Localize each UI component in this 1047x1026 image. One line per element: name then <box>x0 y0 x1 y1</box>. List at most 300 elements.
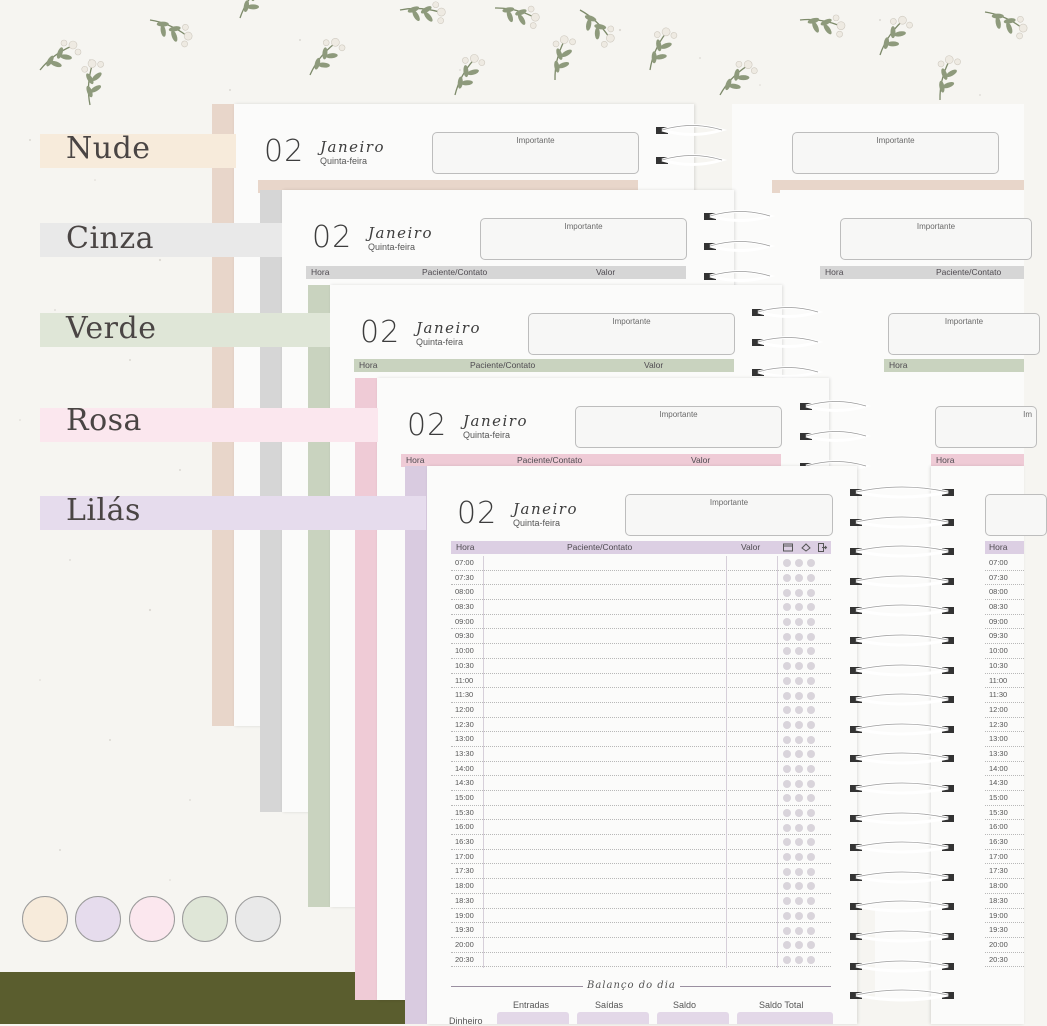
status-dot[interactable] <box>795 706 803 714</box>
status-dot[interactable] <box>783 765 791 773</box>
status-dots-row <box>783 718 815 733</box>
status-dot[interactable] <box>795 956 803 964</box>
important-label: Importante <box>516 136 555 145</box>
hour-label: 13:30 <box>989 748 1008 758</box>
status-dot[interactable] <box>807 853 815 861</box>
table-row[interactable] <box>451 585 831 600</box>
hour-label: 08:30 <box>989 602 1008 612</box>
status-dot[interactable] <box>807 897 815 905</box>
status-dot[interactable] <box>795 838 803 846</box>
hour-label: 07:30 <box>455 572 474 582</box>
status-dot[interactable] <box>783 941 791 949</box>
status-dot[interactable] <box>795 589 803 597</box>
saldo-total-field[interactable] <box>737 1012 833 1024</box>
status-dots-row <box>783 820 815 835</box>
status-dot[interactable] <box>783 706 791 714</box>
appointment-rows <box>985 556 1024 967</box>
table-row[interactable] <box>451 659 831 674</box>
status-dots-row <box>783 703 815 718</box>
table-header <box>306 266 686 279</box>
status-dot[interactable] <box>783 838 791 846</box>
table-row[interactable] <box>451 938 831 953</box>
column-divider <box>726 556 727 968</box>
status-dot[interactable] <box>807 912 815 920</box>
table-row[interactable] <box>451 688 831 703</box>
pix-icon <box>801 543 811 554</box>
hour-label: 14:30 <box>989 778 1008 788</box>
important-box <box>792 132 999 174</box>
status-dot[interactable] <box>807 559 815 567</box>
table-row[interactable] <box>451 556 831 571</box>
col-hora: Hora <box>311 267 330 277</box>
col-paciente: Paciente/Contato <box>422 267 488 277</box>
status-dot[interactable] <box>795 618 803 626</box>
weekday: Quinta-feira <box>463 430 511 440</box>
important-label: Importante <box>916 222 956 231</box>
status-dots-row <box>783 835 815 850</box>
status-dot[interactable] <box>795 677 803 685</box>
status-dots-row <box>783 747 815 762</box>
table-row[interactable] <box>451 600 831 615</box>
status-dot[interactable] <box>795 868 803 876</box>
status-dot[interactable] <box>795 736 803 744</box>
table-row[interactable] <box>451 864 831 879</box>
status-dot[interactable] <box>807 589 815 597</box>
important-box <box>888 313 1040 355</box>
status-dot[interactable] <box>795 662 803 670</box>
col-paciente: Paciente/Contato <box>517 455 583 465</box>
status-dot[interactable] <box>783 574 791 582</box>
hour-label: 18:30 <box>455 895 474 905</box>
spiral-coil <box>850 634 966 647</box>
table-row[interactable] <box>985 953 1024 968</box>
table-row[interactable] <box>451 923 831 938</box>
hour-label: 07:00 <box>989 558 1008 567</box>
table-row[interactable] <box>451 776 831 791</box>
table-row[interactable] <box>451 629 831 644</box>
appointment-rows <box>451 556 831 967</box>
table-row[interactable] <box>451 894 831 909</box>
table-row[interactable] <box>985 747 1024 762</box>
status-dot[interactable] <box>807 692 815 700</box>
status-dot[interactable] <box>807 662 815 670</box>
table-row[interactable] <box>985 674 1024 689</box>
table-row[interactable] <box>985 864 1024 879</box>
status-dots-row <box>783 850 815 865</box>
status-dot[interactable] <box>807 736 815 744</box>
spiral-coil <box>850 575 966 588</box>
table-row[interactable] <box>985 644 1024 659</box>
spiral-coil <box>850 664 966 677</box>
hour-label: 07:30 <box>989 572 1008 582</box>
label-nude: Nude <box>66 131 151 166</box>
status-dot[interactable] <box>783 750 791 758</box>
important-label: Importante <box>709 498 749 507</box>
hour-label: 19:00 <box>455 910 474 920</box>
status-dots-row <box>783 806 815 821</box>
swatch-cinza[interactable] <box>235 896 281 942</box>
table-row[interactable] <box>985 762 1024 777</box>
status-dot[interactable] <box>783 721 791 729</box>
month-name: Janeiro <box>513 500 578 518</box>
table-row[interactable] <box>985 688 1024 703</box>
status-dot[interactable] <box>807 633 815 641</box>
hour-label: 10:00 <box>455 646 474 656</box>
hour-label: 17:30 <box>989 866 1008 876</box>
day-number: 02 <box>360 315 401 350</box>
important-label: Importante <box>876 136 915 145</box>
table-row[interactable] <box>985 820 1024 835</box>
hour-label: 18:00 <box>455 881 474 891</box>
entradas-field[interactable] <box>497 1012 569 1024</box>
status-dot[interactable] <box>807 882 815 890</box>
table-row[interactable] <box>985 629 1024 644</box>
table-row[interactable] <box>985 923 1024 938</box>
status-dots-column <box>783 556 815 967</box>
status-dots-row <box>783 938 815 953</box>
status-dot[interactable] <box>783 589 791 597</box>
important-box <box>528 313 735 355</box>
spiral-coil <box>850 693 966 706</box>
status-dot[interactable] <box>783 912 791 920</box>
spiral-coil <box>850 930 966 943</box>
status-dot[interactable] <box>807 927 815 935</box>
saidas-label: Saídas <box>595 1000 624 1010</box>
saldo-label: Saldo <box>673 1000 697 1010</box>
hour-label: 15:30 <box>989 807 1008 817</box>
planner-page-lilas <box>427 466 857 1024</box>
status-dot[interactable] <box>807 868 815 876</box>
spiral-coil <box>850 989 966 1002</box>
important-box <box>935 406 1037 448</box>
status-dot[interactable] <box>783 794 791 802</box>
saidas-field[interactable] <box>577 1012 649 1024</box>
status-dot[interactable] <box>807 618 815 626</box>
col-hora: Hora <box>989 542 1008 552</box>
table-row[interactable] <box>985 909 1024 924</box>
label-lilas: Lilás <box>66 493 141 528</box>
hour-label: 15:30 <box>455 807 474 817</box>
important-label: Importante <box>944 317 984 326</box>
status-dot[interactable] <box>795 603 803 611</box>
col-hora: Hora <box>889 360 908 370</box>
table-row[interactable] <box>451 674 831 689</box>
status-dot[interactable] <box>795 750 803 758</box>
month-name: Janeiro <box>416 319 481 337</box>
table-row[interactable] <box>451 953 831 968</box>
status-dot[interactable] <box>783 809 791 817</box>
hour-label: 19:00 <box>989 910 1008 920</box>
table-row[interactable] <box>985 850 1024 865</box>
status-dot[interactable] <box>795 824 803 832</box>
status-dot[interactable] <box>783 956 791 964</box>
hour-label: 08:00 <box>989 587 1008 597</box>
status-dots-row <box>783 659 815 674</box>
status-dots-row <box>783 644 815 659</box>
status-dot[interactable] <box>783 647 791 655</box>
status-dot[interactable] <box>783 692 791 700</box>
swatch-verde[interactable] <box>182 896 228 942</box>
hour-label: 16:00 <box>989 822 1008 832</box>
table-row[interactable] <box>985 835 1024 850</box>
hour-label: 16:00 <box>455 822 474 832</box>
table-header <box>451 541 831 554</box>
dinheiro-label: Dinheiro <box>449 1016 483 1026</box>
spiral-coil <box>850 841 966 854</box>
status-dot[interactable] <box>807 750 815 758</box>
table-row[interactable] <box>451 703 831 718</box>
status-dot[interactable] <box>795 853 803 861</box>
spiral-coil <box>850 752 966 765</box>
hour-label: 12:00 <box>989 704 1008 714</box>
table-row[interactable] <box>985 571 1024 586</box>
table-row[interactable] <box>985 879 1024 894</box>
status-dot[interactable] <box>807 824 815 832</box>
hour-label: 12:00 <box>455 704 474 714</box>
status-dot[interactable] <box>795 927 803 935</box>
table-row[interactable] <box>451 806 831 821</box>
status-dot[interactable] <box>807 941 815 949</box>
label-verde: Verde <box>66 311 157 346</box>
table-row[interactable] <box>985 600 1024 615</box>
hour-label: 07:00 <box>455 558 474 567</box>
status-dot[interactable] <box>795 765 803 773</box>
weekday: Quinta-feira <box>368 242 416 252</box>
table-row[interactable] <box>985 659 1024 674</box>
status-dots-row <box>783 629 815 644</box>
table-row[interactable] <box>985 806 1024 821</box>
table-row[interactable] <box>985 938 1024 953</box>
important-label-cut: Im <box>1023 410 1032 419</box>
day-number: 02 <box>312 220 353 255</box>
swatch-nude[interactable] <box>22 896 68 942</box>
table-row[interactable] <box>985 718 1024 733</box>
hour-label: 11:30 <box>989 690 1008 700</box>
spiral-coil <box>850 723 966 736</box>
status-dots-row <box>783 615 815 630</box>
table-row[interactable] <box>451 820 831 835</box>
hour-label: 20:00 <box>455 939 474 949</box>
status-dot[interactable] <box>807 574 815 582</box>
hour-label: 10:30 <box>989 660 1008 670</box>
status-dot[interactable] <box>795 912 803 920</box>
hour-label: 20:30 <box>455 954 474 964</box>
status-dots-row <box>783 600 815 615</box>
hour-label: 11:30 <box>455 690 474 700</box>
status-dot[interactable] <box>795 647 803 655</box>
status-dot[interactable] <box>783 677 791 685</box>
table-row[interactable] <box>985 615 1024 630</box>
col-paciente: Paciente/Contato <box>936 267 1002 277</box>
table-row[interactable] <box>451 718 831 733</box>
important-label: Importante <box>659 410 698 419</box>
status-dot[interactable] <box>807 603 815 611</box>
status-dot[interactable] <box>807 706 815 714</box>
status-dot[interactable] <box>783 897 791 905</box>
saldo-total-label: Saldo Total <box>759 1000 804 1010</box>
month-name: Janeiro <box>463 412 528 430</box>
status-dots-row <box>783 732 815 747</box>
status-dot[interactable] <box>783 780 791 788</box>
status-dot[interactable] <box>807 809 815 817</box>
status-dots-row <box>783 864 815 879</box>
status-dot[interactable] <box>795 941 803 949</box>
hour-label: 12:30 <box>455 719 474 729</box>
important-label: Importante <box>612 317 651 326</box>
status-dot[interactable] <box>783 618 791 626</box>
swatch-rosa[interactable] <box>129 896 175 942</box>
planner-edge-rosa <box>355 378 377 1000</box>
important-box <box>985 494 1047 536</box>
col-valor: Valor <box>596 267 616 277</box>
table-row[interactable] <box>451 835 831 850</box>
status-dot[interactable] <box>783 603 791 611</box>
status-dots-row <box>783 953 815 968</box>
table-row[interactable] <box>451 571 831 586</box>
status-dots-row <box>783 688 815 703</box>
hour-label: 13:00 <box>455 734 474 744</box>
hour-label: 10:00 <box>989 646 1008 656</box>
status-dot[interactable] <box>807 677 815 685</box>
table-row[interactable] <box>985 556 1024 571</box>
status-dots-row <box>783 894 815 909</box>
table-row[interactable] <box>451 615 831 630</box>
table-header <box>884 359 1024 372</box>
status-dot[interactable] <box>783 853 791 861</box>
status-dot[interactable] <box>807 794 815 802</box>
col-hora: Hora <box>456 542 475 552</box>
status-dot[interactable] <box>783 736 791 744</box>
col-valor: Valor <box>691 455 711 465</box>
status-dot[interactable] <box>795 882 803 890</box>
table-row[interactable] <box>985 791 1024 806</box>
status-dots-row <box>783 909 815 924</box>
table-row[interactable] <box>451 850 831 865</box>
status-dot[interactable] <box>795 574 803 582</box>
column-divider <box>483 556 484 968</box>
day-number: 02 <box>457 496 498 531</box>
saldo-field[interactable] <box>657 1012 729 1024</box>
table-row[interactable] <box>985 776 1024 791</box>
status-dots-row <box>783 762 815 777</box>
swatch-lilas[interactable] <box>75 896 121 942</box>
status-dots-row <box>783 791 815 806</box>
hour-label: 16:30 <box>455 837 474 847</box>
important-box <box>575 406 782 448</box>
table-row[interactable] <box>451 644 831 659</box>
status-dot[interactable] <box>807 838 815 846</box>
status-dot[interactable] <box>795 633 803 641</box>
status-dot[interactable] <box>783 633 791 641</box>
hour-label: 10:30 <box>455 660 474 670</box>
status-dot[interactable] <box>783 662 791 670</box>
spiral-coil <box>850 516 966 529</box>
hour-label: 13:30 <box>455 748 474 758</box>
table-row[interactable] <box>985 703 1024 718</box>
hour-label: 12:30 <box>989 719 1008 729</box>
table-row[interactable] <box>451 762 831 777</box>
table-row[interactable] <box>985 585 1024 600</box>
important-label: Importante <box>564 222 603 231</box>
hour-label: 14:00 <box>989 763 1008 773</box>
col-paciente: Paciente/Contato <box>567 542 633 552</box>
status-dot[interactable] <box>807 721 815 729</box>
status-dot[interactable] <box>795 809 803 817</box>
table-header <box>354 359 734 372</box>
status-dot[interactable] <box>795 559 803 567</box>
hour-label: 11:00 <box>455 675 474 685</box>
status-dot[interactable] <box>795 897 803 905</box>
hour-label: 11:00 <box>989 675 1008 685</box>
hour-label: 18:00 <box>989 881 1008 891</box>
hour-label: 14:30 <box>455 778 474 788</box>
col-paciente: Paciente/Contato <box>470 360 536 370</box>
table-row[interactable] <box>451 909 831 924</box>
table-row[interactable] <box>985 732 1024 747</box>
hour-label: 19:30 <box>455 925 474 935</box>
label-rosa: Rosa <box>66 403 142 438</box>
status-dot[interactable] <box>807 647 815 655</box>
table-header <box>985 541 1024 554</box>
status-dot[interactable] <box>783 927 791 935</box>
hour-label: 09:30 <box>455 631 474 641</box>
hour-label: 20:30 <box>989 954 1008 964</box>
status-dot[interactable] <box>795 794 803 802</box>
status-dot[interactable] <box>807 780 815 788</box>
month-name: Janeiro <box>368 224 433 242</box>
hour-label: 17:00 <box>989 851 1008 861</box>
hour-label: 16:30 <box>989 837 1008 847</box>
hour-label: 19:30 <box>989 925 1008 935</box>
hour-label: 20:00 <box>989 939 1008 949</box>
status-dot[interactable] <box>783 559 791 567</box>
entradas-label: Entradas <box>513 1000 550 1010</box>
hour-label: 09:00 <box>989 616 1008 626</box>
status-dots-row <box>783 879 815 894</box>
planner-page-icon <box>783 543 793 554</box>
table-row[interactable] <box>451 732 831 747</box>
hour-label: 08:30 <box>455 602 474 612</box>
spiral-coil <box>850 900 966 913</box>
table-row[interactable] <box>451 747 831 762</box>
status-dot[interactable] <box>807 765 815 773</box>
weekday: Quinta-feira <box>416 337 464 347</box>
column-divider <box>777 556 778 968</box>
status-dot[interactable] <box>795 692 803 700</box>
status-dot[interactable] <box>783 868 791 876</box>
important-box <box>840 218 1032 260</box>
table-row[interactable] <box>985 894 1024 909</box>
status-dot[interactable] <box>783 882 791 890</box>
status-dot[interactable] <box>795 780 803 788</box>
day-number: 02 <box>407 408 448 443</box>
hour-label: 09:00 <box>455 616 474 626</box>
spiral-coil <box>850 960 966 973</box>
status-dot[interactable] <box>795 721 803 729</box>
hour-label: 15:00 <box>989 793 1008 802</box>
table-row[interactable] <box>451 791 831 806</box>
status-dot[interactable] <box>807 956 815 964</box>
month-name: Janeiro <box>320 138 385 156</box>
status-dot[interactable] <box>783 824 791 832</box>
weekday: Quinta-feira <box>320 156 368 166</box>
hour-label: 09:30 <box>989 631 1008 641</box>
status-dots-row <box>783 923 815 938</box>
hour-label: 17:30 <box>455 866 474 876</box>
table-header <box>820 266 1024 279</box>
table-row[interactable] <box>451 879 831 894</box>
important-box <box>480 218 687 260</box>
